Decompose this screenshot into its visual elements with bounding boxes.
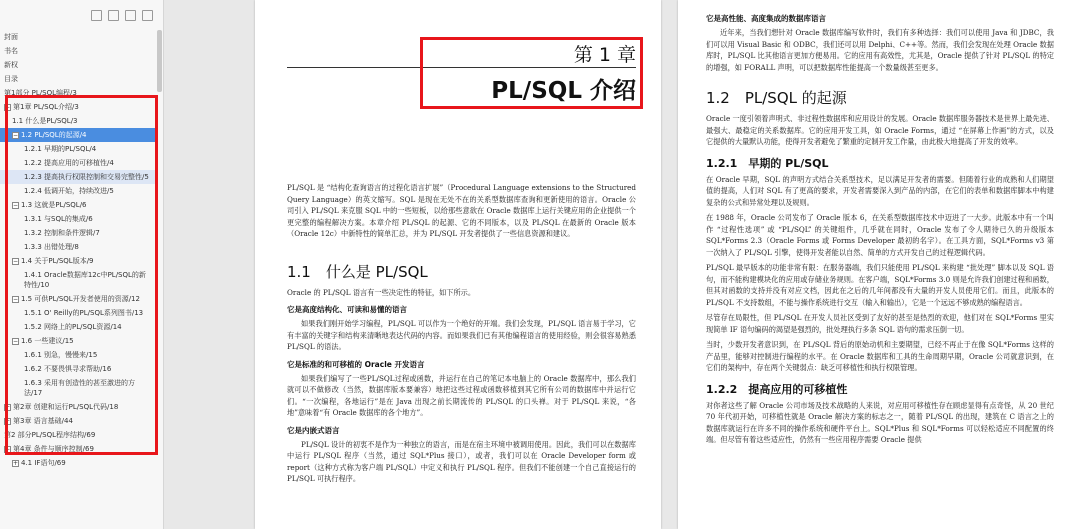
section-1-2-1-p5: 当时，少数开发者意识到，在 PL/SQL 背后的原始动机和主要期望，已经不再止于在像 SQL*Forms 这样的产品里，能够对控制进行编程的水平。在 Oracle 数据库和工具的生命周期早期，Oracle 公司就意识到，在它们的架构中，存在两个关键弱点：缺乏可移植性和执行权限管理。 [706,340,1054,372]
toc-item-label: 1.2.3 提高执行权限控制和交易完整性/5 [24,173,149,181]
toc-item[interactable] [0,414,155,428]
section-1-2-title: 1.2 PL/SQL 的起源 [706,89,847,107]
toc-item-label: 1.3.1 与SQL的集成/6 [24,215,93,223]
toc-item-label: 1.5.1 O' Reilly的PL/SQL系列图书/13 [24,309,144,317]
toc-item[interactable] [0,100,155,114]
section-1-2-1-p2: 在 1988 年，Oracle 公司发布了 Oracle 版本 6，在关系型数据库技术中迈进了一大步。此版本中有一个叫作 “过程性选项” 或 “PL/SQL” 的关键组件，几乎就在同时，Oracle 发布了令人期待已久的升级版本 SQL*Forms 2.3（Oracle Forms 或 Forms Developer 最初的名字）。在工具方面，SQL*Forms v3 第一次纳入了 PL/SQL 引擎，使得开发者能以自然、简单的方式开发自己的过程逻辑代码。 [706,213,1054,257]
expand-icon[interactable]: + [5,403,11,411]
sidebar-scrollbar[interactable] [157,30,162,92]
chapter-number: 第 1 章 [573,44,636,66]
feature-1-title: 它是高度结构化、可读和易懂的语言 [287,305,407,314]
toc-item-label: 1.4 关于PL/SQL版本/9 [21,257,94,265]
section-1-1-lead: Oracle 的 PL/SQL 语言有一些决定性的特征，如下所示。 [287,287,476,297]
feature-2-body: 如果我们编写了一些PL/SQL过程或函数，并运行在自己的笔记本电脑上的 Oracle 数据库中，那么我们就可以不做修改（当然，数据库版本要兼容）地把这些过程或函数移植到其它所有公司的数据库中并运行它们。“一次编程，各地运行”是在 Java 出现之前长期流传的 PL/SQL 的口头禅。对于 PL/SQL 来说，“各地”意味着“有 Oracle 数据库的各个地方”。 [287,373,636,417]
toc-item[interactable] [0,456,155,470]
toc-item-label: 封面 [4,33,18,41]
toc-list [0,30,155,470]
pdf-page-left [255,0,661,529]
bookmark-sidebar [0,0,164,529]
toc-item-label: 第1部分 PL/SQL编程/3 [4,89,77,97]
feature-3-body: PL/SQL 设计的初衷不是作为一种独立的语言，而是在宿主环境中被调用使用。因此，我们可以在数据库中运行 PL/SQL 程序（当然，通过 SQL*Plus 接口），或者，我们可以在 Oracle Developer form 或 report（这种方式称为客户端 PL/SQL）中定义和执行 PL/SQL 程序。但我们不能创建一个自己直接运行的 PL/SQL 可执行程序。 [287,439,636,483]
toc-item[interactable] [0,44,155,58]
toc-item[interactable] [0,128,155,142]
toc-item-label: 1.6.2 不要畏惧寻求帮助/16 [24,365,112,373]
collapse-icon[interactable]: − [5,103,11,111]
toc-item[interactable] [0,156,155,170]
feature-3-title: 它是内嵌式语言 [287,425,340,435]
toc-item-label: 1.4.1 Oracle数据库12c中PL/SQL的新特性/10 [24,271,146,289]
toc-item-label: 1.6 一些建议/15 [21,337,74,345]
section-1-1-title: 1.1 什么是 PL/SQL [287,262,428,281]
toc-item-label: 1.3.2 控制和条件逻辑/7 [24,229,100,237]
toc-item[interactable] [0,212,155,226]
right-top-title: 它是高性能、高度集成的数据库语言 [706,14,826,23]
toc-item-label: 目录 [4,75,18,83]
section-1-2-2-body: 对你者这些了解 Oracle 公司市场及技术战略的人来说，对应用可移植性存在顾虑显得有点奇怪，从 20 世纪 70 年代初开始，可移植性就是 Oracle 解决方案的标志之一，随着 PL/SQL 的出现，建筑在 C 语言之上的数据库就运行在许多不同的操作系统和硬件平台上。SQL*Plus 和 SQL*Forms 可以轻松适应不同配置的终端。但尽管有着这些适应性，仍然有一些应用程序需要 Oracle 提供 [706,400,1054,444]
toc-item[interactable] [0,170,155,184]
expand-all-icon[interactable] [91,10,102,21]
toc-item[interactable] [0,254,155,268]
toc-item-label: 书名 [4,47,18,55]
section-1-2-1-p3: PL/SQL 最早版本的功能非常有限：在服务器端，我们只能使用 PL/SQL 来构建 “批处理” 脚本以及 SQL 语句，而不能构建模块化的应用或存储业务规则。在客户端，SQL*Forms 3.0 则是允许我们创建过程和函数，但其对函数的支持并没有对应文档，因此在之后的几年间都没有大量的开发人员使用它们。而且，此版本的 PL/SQL 不支持数组，不能与操作系统进行交互（输入和输出），它是一个远远不够成熟的编程语言。 [706,263,1054,307]
collapse-all-icon[interactable] [108,10,119,21]
pdf-page-right [678,0,1080,529]
section-1-2-1-p4: 尽管存在局限性，但 PL/SQL 在开发人员社区受到了友好的甚至是热烈的欢迎，他们对在 SQL*Forms 里实现简单 IF 语句编码的渴望是强烈的，批处理执行多条 SQL 语句的需求压倒一切。 [706,313,1054,334]
expand-icon[interactable]: + [5,417,11,425]
toc-item[interactable] [0,400,155,414]
sidebar-toolbar [0,0,163,30]
chapter-rule [287,67,636,68]
toc-item[interactable] [0,268,155,292]
toc-item[interactable] [0,240,155,254]
expand-icon[interactable]: + [13,459,19,467]
toc-item-label: 1.2.2 提高应用的可移植性/4 [24,159,114,167]
toc-item[interactable] [0,72,155,86]
toc-item-label: 第2 部分PL/SQL程序结构/69 [4,431,96,439]
collapse-icon[interactable]: − [13,337,19,345]
toc-item[interactable] [0,198,155,212]
chapter-title: PL/SQL 介绍 [491,78,636,104]
toc-item[interactable] [0,362,155,376]
toc-item[interactable] [0,334,155,348]
toc-item[interactable] [0,442,155,456]
toc-item-label: 1.2.1 早期的PL/SQL/4 [24,145,97,153]
toc-item-label: 第2章 创建和运行PL/SQL代码/18 [13,403,119,411]
toc-item-label: 1.6.1 别急，慢慢来/15 [24,351,98,359]
section-1-2-1-title: 1.2.1 早期的 PL/SQL [706,156,829,170]
bookmark-icon[interactable] [142,10,153,21]
collapse-icon[interactable]: − [13,201,19,209]
section-1-2-2-title: 1.2.2 提高应用的可移植性 [706,382,848,396]
toc-item[interactable] [0,306,155,320]
toc-item-label: 1.6.3 采用有创造性的甚至激进的方法/17 [24,379,136,397]
toc-item[interactable] [0,114,155,128]
intro-paragraph: PL/SQL 是 “结构化查询语言的过程化语言扩展”（Procedural Language extensions to the Structured Query Language）的英文缩写。SQL 是现在无处不在的关系型数据库查询和更新使用的语言。Oracle 公司引入 PL/SQL 来克服 SQL 中的一些短板，以给那些意欲在 Oracle 数据库上运行关键应用的企业提供一个更完整的编程解决方案。本章介绍 PL/SQL 的起源、它的不同版本，以及 PL/SQL 在最新的 Oracle 版本（Oracle 12c）中新特性的简单汇总，并为 PL/SQL 开发者提供了一些信息资源和建议。 [287,183,636,238]
toc-item-label: 1.2.4 低调开始，持续改进/5 [24,187,114,195]
toc-item-label: 4.1 IF语句/69 [21,459,66,467]
toc-item-label: 第4章 条件与顺序控制/69 [13,445,94,453]
toc-item-label: 1.3.3 出错处理/8 [24,243,79,251]
toc-item-label: 1.2 PL/SQL的起源/4 [21,131,87,139]
toc-item[interactable] [0,58,155,72]
options-icon[interactable] [125,10,136,21]
collapse-icon[interactable]: − [13,131,19,139]
toc-item-label: 1.5.2 网络上的PL/SQL资源/14 [24,323,122,331]
toc-item[interactable] [0,184,155,198]
toc-item-label: 第1章 PL/SQL介绍/3 [13,103,79,111]
toc-item[interactable] [0,142,155,156]
toc-item[interactable] [0,30,155,44]
toc-item[interactable] [0,348,155,362]
toc-item-label: 1.1 什么是PL/SQL/3 [12,117,78,125]
collapse-icon[interactable]: − [13,257,19,265]
toc-item[interactable] [0,376,155,400]
right-top-body: 近年来，当我们想针对 Oracle 数据库编写软件时，我们有多种选择：我们可以使用 Java 和 JDBC，我们可以用 Visual Basic 和 ODBC，我们还可以用 Delphi、C++等。然而，我们会发现在处理 Oracle 数据库时，PL/SQL 比其他语言更加方便易用。它的应用有高效性，尤其是，Oracle 提供了针对 PL/SQL 的特定的增强，如 FORALL 声明，可以把数据库性能提高一个数量级甚至更多。 [706,28,1054,72]
toc-item[interactable] [0,292,155,306]
section-1-2-1-p1: 在 Oracle 早期，SQL 的声明方式结合关系型技术，足以满足开发者的需要。但随着行业的成熟和人们期望值的提高，人们对 SQL 有了更高的要求，开发者需要深入到产品的内部，在它们的表单和数据库脚本中构建复杂的公式和异常处理以及规则。 [706,174,1054,207]
toc-item[interactable] [0,86,155,100]
toc-item[interactable] [0,428,155,442]
toc-item-label: 新权 [4,61,18,69]
feature-2-title: 它是标准的和可移植的 Oracle 开发语言 [287,359,425,369]
toc-item[interactable] [0,226,155,240]
toc-item-label: 1.3 这就是PL/SQL/6 [21,201,87,209]
section-1-2-body: Oracle 一度引领着声明式、非过程性数据库和应用设计的发展。Oracle 数据库服务器技术是世界上最先进、最强大、最稳定的关系数据库。它的应用开发工具，如 Oracle Forms，通过 “在屏幕上作画”的方式，以及它提供的大量默认功能，使得开发者避免了繁重的定制开发工作量，由此极大地提高了开发的效率。 [706,114,1054,146]
collapse-icon[interactable]: − [13,295,19,303]
toc-item-label: 第3章 语言基础/44 [13,417,73,425]
toc-item-label: 1.5 可供PL/SQL开发者使用的资源/12 [21,295,140,303]
toc-item[interactable] [0,320,155,334]
feature-1-body: 如果我们刚开始学习编程，PL/SQL 可以作为一个绝好的开端。我们会发现，PL/SQL 语言易于学习，它有丰富的关键字和结构来清晰地表达代码的内容。而如果我们已有其他编程语言的使用经验，则会很容易熟悉 PL/SQL 的语法。 [287,319,636,351]
collapse-icon[interactable]: − [5,445,11,453]
